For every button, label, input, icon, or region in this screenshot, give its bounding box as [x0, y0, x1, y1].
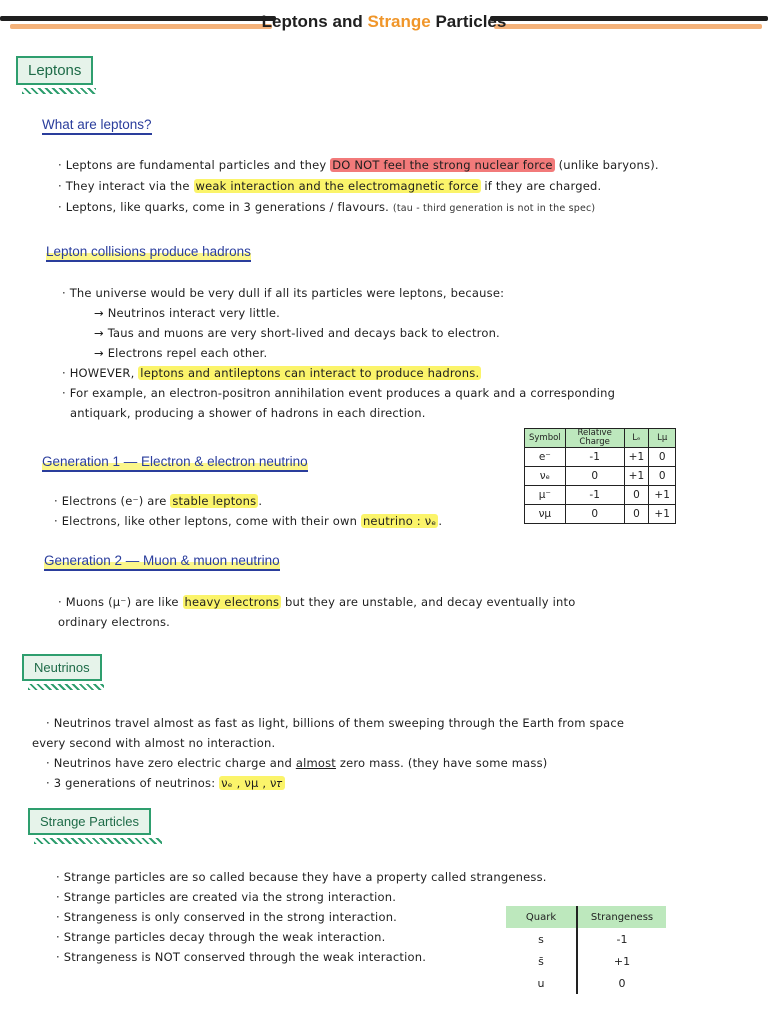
- table-cell: s̄: [506, 950, 577, 972]
- neutrino-line-4: · 3 generations of neutrinos: νₑ , νμ , ν𝜏: [46, 776, 283, 790]
- example-line-1: · For example, an electron-positron annihilation event produces a quark and a corresponding: [62, 386, 616, 400]
- table-cell: u: [506, 972, 577, 994]
- however-line: · HOWEVER, leptons and antileptons can interact to produce hadrons.: [62, 366, 480, 380]
- table-header-row: [506, 906, 666, 928]
- table-row: [506, 928, 666, 950]
- collision-line-3: → Taus and muons are very short-lived and decays back to electron.: [94, 326, 500, 340]
- gen1-line-1: · Electrons (e⁻) are stable leptons .: [54, 494, 263, 508]
- table-cell: 0: [649, 448, 676, 467]
- strange-line-5: · Strangeness is NOT conserved through the weak interaction.: [56, 950, 427, 964]
- table-cell: +1: [613, 954, 631, 968]
- neutrino-line-1: · Neutrinos travel almost as fast as light, billions of them sweeping through the Earth from space: [46, 716, 625, 730]
- section-label-stripe: [28, 684, 104, 690]
- table-row: [525, 467, 676, 486]
- table-cell: 0: [649, 467, 676, 486]
- table-header-cell: Lμ: [649, 429, 676, 448]
- table-cell: +1: [649, 486, 676, 505]
- section-label-stripe: [22, 88, 96, 94]
- table-cell: 0: [618, 976, 626, 990]
- table-cell: 0: [565, 467, 624, 486]
- table-cell: -1: [616, 932, 628, 946]
- collision-line-4: → Electrons repel each other.: [94, 346, 268, 360]
- table-cell: +1: [624, 467, 648, 486]
- table-cell: -1: [565, 448, 624, 467]
- table-cell: s: [506, 928, 577, 950]
- table-cell: μ⁻: [525, 486, 566, 505]
- neutrino-line-2: every second with almost no interaction.: [32, 736, 276, 750]
- section-label-stripe: [34, 838, 162, 844]
- lepton-number-table: [524, 428, 676, 524]
- table-header-cell: Strangeness: [577, 906, 666, 928]
- table-cell: 0: [624, 486, 648, 505]
- table-cell: νμ: [525, 505, 566, 524]
- collision-line-2: → Neutrinos interact very little.: [94, 306, 280, 320]
- table-cell: νₑ: [525, 467, 566, 486]
- section-label-neutrinos: Neutrinos: [22, 654, 102, 681]
- strange-line-3: · Strangeness is only conserved in the strong interaction.: [56, 910, 398, 924]
- table-cell: e⁻: [525, 448, 566, 467]
- strange-line-1: · Strange particles are so called because they have a property called strangeness.: [56, 870, 547, 884]
- table-row: [525, 486, 676, 505]
- gen1-line-2: · Electrons, like other leptons, come with their own neutrino : νₑ .: [54, 514, 443, 528]
- table-header-row: [525, 429, 676, 448]
- strangeness-table: [506, 906, 666, 994]
- section-label-strange-particles: Strange Particles: [28, 808, 151, 835]
- table-header-cell: Lₑ: [624, 429, 648, 448]
- table-cell: -1: [565, 486, 624, 505]
- lepton-bullet-2: · They interact via the weak interaction and the electromagnetic force if they are charged.: [58, 179, 602, 193]
- subheading-generation-2: Generation 2 — Muon & muon neutrino: [44, 553, 280, 571]
- table-cell: 0: [565, 505, 624, 524]
- table-cell: +1: [624, 448, 648, 467]
- table-header-cell: Relative Charge: [565, 429, 624, 448]
- table-cell: +1: [649, 505, 676, 524]
- page-title: Leptons and Strange Particles: [261, 12, 507, 31]
- collision-line-1: · The universe would be very dull if all its particles were leptons, because:: [62, 286, 505, 300]
- subheading-lepton-collisions: Lepton collisions produce hadrons: [46, 244, 251, 262]
- subheading-what-are-leptons: What are leptons?: [42, 117, 152, 135]
- table-row: [506, 972, 666, 994]
- neutrino-line-3: · Neutrinos have zero electric charge and almost zero mass. (they have some mass): [46, 756, 548, 770]
- section-label-leptons: Leptons: [16, 56, 93, 85]
- subheading-generation-1: Generation 1 — Electron & electron neutrino: [42, 454, 308, 472]
- strange-line-2: · Strange particles are created via the strong interaction.: [56, 890, 397, 904]
- table-row: [525, 448, 676, 467]
- strange-line-4: · Strange particles decay through the weak interaction.: [56, 930, 386, 944]
- table-cell: 0: [624, 505, 648, 524]
- table-header-cell: Symbol: [525, 429, 566, 448]
- table-header-cell: Quark: [506, 906, 577, 928]
- table-row: [506, 950, 666, 972]
- lepton-bullet-3: · Leptons, like quarks, come in 3 generations / flavours. (tau - third generation is not in the spec): [58, 200, 596, 214]
- table-row: [525, 505, 676, 524]
- example-line-2: antiquark, producing a shower of hadrons in each direction.: [70, 406, 426, 420]
- gen2-line-1: · Muons (μ⁻) are like heavy electrons but they are unstable, and decay eventually into: [58, 595, 576, 609]
- gen2-line-2: ordinary electrons.: [58, 615, 171, 629]
- lepton-bullet-1: · Leptons are fundamental particles and they DO NOT feel the strong nuclear force (unlike baryons).: [58, 158, 659, 172]
